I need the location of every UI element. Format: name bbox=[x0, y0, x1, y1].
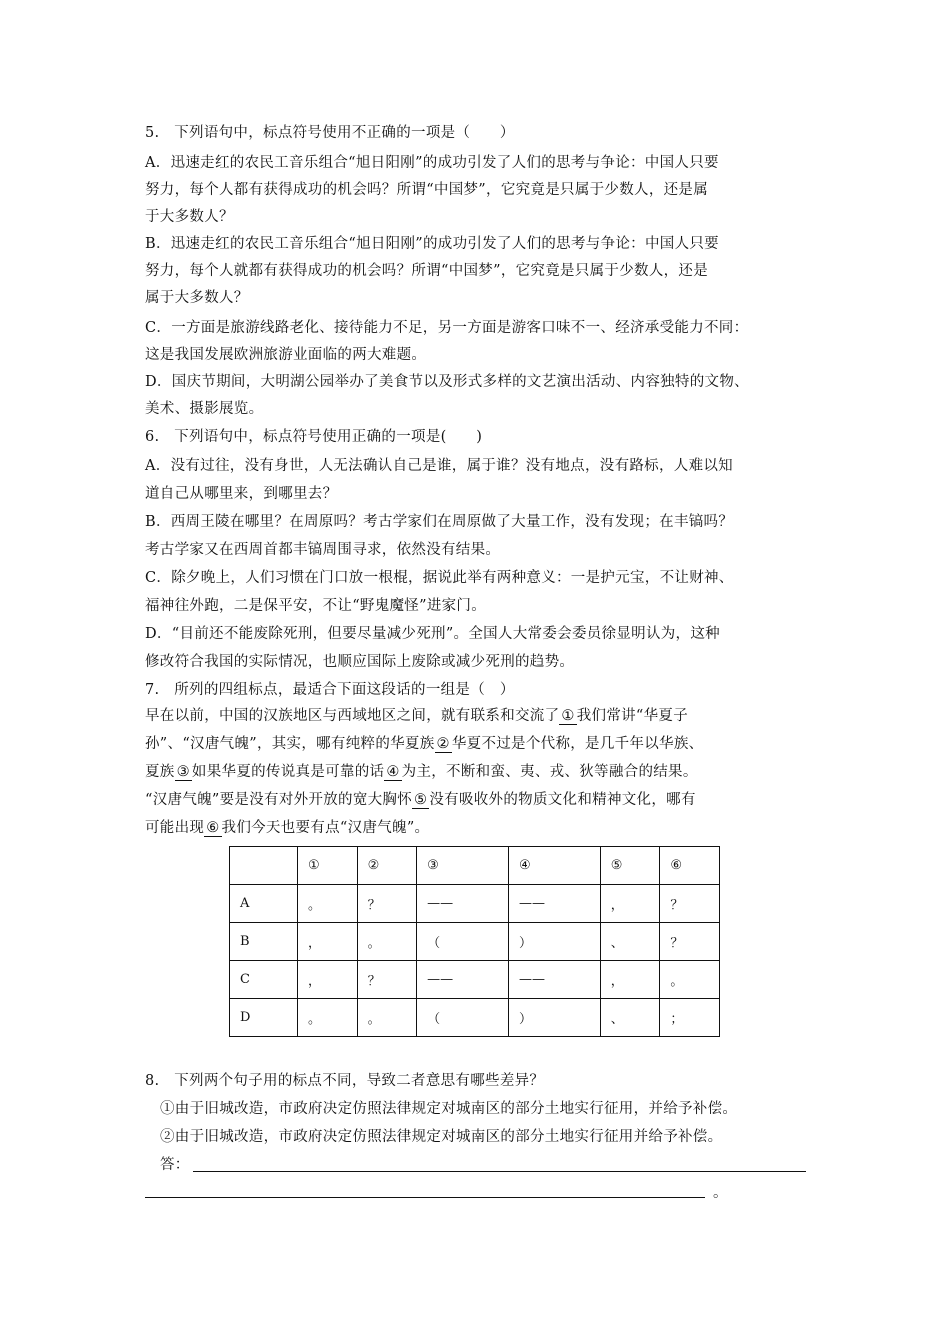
q7-passage-text: 为主，不断和蛮、夷、戎、狄等融合的结果。 bbox=[401, 764, 698, 780]
q6-option-d-line2: 修改符合我国的实际情况，也顺应国际上废除或减少死刑的趋势。 bbox=[145, 654, 575, 670]
q6-option-c-line2: 福神往外跑，二是保平安，不让“野鬼魔怪”进家门。 bbox=[145, 598, 487, 614]
table-cell: 。 bbox=[298, 999, 358, 1037]
q6-option-b-line1: B．西周王陵在哪里？在周原吗？考古学家们在周原做了大量工作，没有发现；在丰镐吗？ bbox=[145, 514, 734, 530]
table-header-cell: ⑥ bbox=[660, 847, 720, 885]
table-header-cell: ⑤ bbox=[600, 847, 660, 885]
q8-answer-label: 答： bbox=[160, 1157, 190, 1173]
q7-passage-text: 没有吸收外的物质文化和精神文化，哪有 bbox=[429, 792, 696, 808]
row-label: D bbox=[230, 999, 298, 1037]
table-cell: ？ bbox=[660, 885, 720, 923]
table-header-row bbox=[230, 847, 720, 885]
table-cell: ； bbox=[660, 999, 720, 1037]
table-cell: ？ bbox=[660, 923, 720, 961]
q7-blank-3: ③ bbox=[176, 764, 190, 780]
q7-passage-line3 bbox=[145, 762, 698, 782]
table-header-cell: ④ bbox=[508, 847, 600, 885]
table-cell: 。 bbox=[357, 923, 417, 961]
table-row bbox=[230, 999, 720, 1037]
q5-stem: 5. 下列语句中，标点符号使用不正确的一项是（ ） bbox=[145, 125, 515, 141]
q5-option-b-line3: 属于大多数人？ bbox=[145, 290, 249, 306]
table-cell: 、 bbox=[600, 923, 660, 961]
q8-sentence-2: ②由于旧城改造，市政府决定仿照法律规定对城南区的部分土地实行征用并给予补偿。 bbox=[160, 1129, 723, 1145]
q7-passage-text: 可能出现 bbox=[145, 820, 205, 836]
q5-option-d-line1: D．国庆节期间，大明湖公园举办了美食节以及形式多样的文艺演出活动、内容独特的文物、 bbox=[145, 374, 749, 390]
q7-passage-line1 bbox=[145, 706, 688, 726]
q8-sentence-1: ①由于旧城改造，市政府决定仿照法律规定对城南区的部分土地实行征用，并给予补偿。 bbox=[160, 1101, 738, 1117]
q7-stem: 7. 所列的四组标点，最适合下面这段话的一组是（ ） bbox=[145, 682, 515, 698]
q7-passage-line4 bbox=[145, 790, 696, 810]
q5-option-a-line1: A．迅速走红的农民工音乐组合“旭日阳刚”的成功引发了人们的思考与争论：中国人只要 bbox=[145, 155, 719, 171]
table-cell: —— bbox=[417, 885, 509, 923]
row-label: A bbox=[230, 885, 298, 923]
answer-line-1[interactable] bbox=[193, 1171, 806, 1172]
q7-passage-text: 孙”、“汉唐气魄”，其实，哪有纯粹的华夏族 bbox=[145, 736, 435, 752]
q7-passage-text: 如果华夏的传说真是可靠的话 bbox=[191, 764, 385, 780]
q5-option-c-line2: 这是我国发展欧洲旅游业面临的两大难题。 bbox=[145, 347, 427, 363]
table-cell: ） bbox=[508, 999, 600, 1037]
table-cell: ） bbox=[508, 923, 600, 961]
q5-option-a-line3: 于大多数人？ bbox=[145, 209, 234, 225]
q7-passage-text: 我们今天也要有点“汉唐气魄”。 bbox=[221, 820, 430, 836]
answer-line-2[interactable] bbox=[145, 1197, 705, 1198]
q5-option-b-line2: 努力，每个人就都有获得成功的机会吗？所谓“中国梦”，它究竟是只属于少数人，还是 bbox=[145, 263, 709, 279]
table-cell: ， bbox=[298, 923, 358, 961]
q6-option-c-line1: C．除夕晚上，人们习惯在门口放一根棍，据说此举有两种意义：一是护元宝，不让财神、 bbox=[145, 570, 734, 586]
row-label: B bbox=[230, 923, 298, 961]
table-cell: （ bbox=[417, 999, 509, 1037]
q7-passage-text: 早在以前，中国的汉族地区与西域地区之间，就有联系和交流了 bbox=[145, 708, 560, 724]
q5-option-b-line1: B．迅速走红的农民工音乐组合“旭日阳刚”的成功引发了人们的思考与争论：中国人只要 bbox=[145, 236, 719, 252]
q6-option-b-line2: 考古学家又在西周首都丰镐周围寻求，依然没有结果。 bbox=[145, 542, 501, 558]
table-cell: —— bbox=[417, 961, 509, 999]
table-cell: ？ bbox=[357, 961, 417, 999]
table-cell: —— bbox=[508, 961, 600, 999]
table-header-cell: ③ bbox=[417, 847, 509, 885]
q7-options-table bbox=[229, 846, 720, 1037]
table-cell bbox=[230, 847, 298, 885]
q5-option-c-line1: C．一方面是旅游线路老化、接待能力不足，另一方面是游客口味不一、经济承受能力不同： bbox=[145, 320, 749, 336]
table-row bbox=[230, 923, 720, 961]
q6-option-d-line1: D．“目前还不能废除死刑，但要尽量减少死刑”。全国人大常委会委员徐显明认为，这种 bbox=[145, 626, 720, 642]
table-cell: ， bbox=[298, 961, 358, 999]
q8-end-mark: 。 bbox=[713, 1185, 728, 1201]
q8-stem: 8. 下列两个句子用的标点不同，导致二者意思有哪些差异？ bbox=[145, 1073, 545, 1089]
table-cell: 、 bbox=[600, 999, 660, 1037]
q7-passage-text: 我们常讲“华夏子 bbox=[576, 708, 689, 724]
q7-passage-line5 bbox=[145, 818, 429, 838]
q7-passage-line2 bbox=[145, 734, 703, 754]
row-label: C bbox=[230, 961, 298, 999]
q7-passage-text: 夏族 bbox=[145, 764, 175, 780]
q6-option-a-line1: A．没有过往，没有身世，人无法确认自己是谁，属于谁？没有地点，没有路标，人难以知 bbox=[145, 458, 733, 474]
table-cell: 。 bbox=[660, 961, 720, 999]
q5-option-d-line2: 美术、摄影展览。 bbox=[145, 401, 264, 417]
q6-option-a-line2: 道自己从哪里来，到哪里去？ bbox=[145, 486, 338, 502]
q7-blank-1: ① bbox=[561, 708, 575, 724]
table-header-cell: ② bbox=[357, 847, 417, 885]
table-row bbox=[230, 885, 720, 923]
table-cell: ？ bbox=[357, 885, 417, 923]
table-header-cell: ① bbox=[298, 847, 358, 885]
table-cell: （ bbox=[417, 923, 509, 961]
table-cell: ， bbox=[600, 885, 660, 923]
table-cell: 。 bbox=[357, 999, 417, 1037]
table-cell: —— bbox=[508, 885, 600, 923]
q7-passage-text: 华夏不过是个代称，是几千年以华族、 bbox=[451, 736, 704, 752]
table-cell: 。 bbox=[298, 885, 358, 923]
table-row bbox=[230, 961, 720, 999]
q7-blank-6: ⑥ bbox=[206, 820, 220, 836]
q5-option-a-line2: 努力，每个人都有获得成功的机会吗？所谓“中国梦”，它究竟是只属于少数人，还是属 bbox=[145, 182, 709, 198]
table-cell: ， bbox=[600, 961, 660, 999]
q6-stem: 6. 下列语句中，标点符号使用正确的一项是( ) bbox=[145, 429, 483, 445]
q7-passage-text: “汉唐气魄”要是没有对外开放的宽大胸怀 bbox=[145, 792, 413, 808]
q7-blank-2: ② bbox=[436, 736, 450, 752]
q7-blank-4: ④ bbox=[386, 764, 400, 780]
q7-blank-5: ⑤ bbox=[414, 792, 428, 808]
